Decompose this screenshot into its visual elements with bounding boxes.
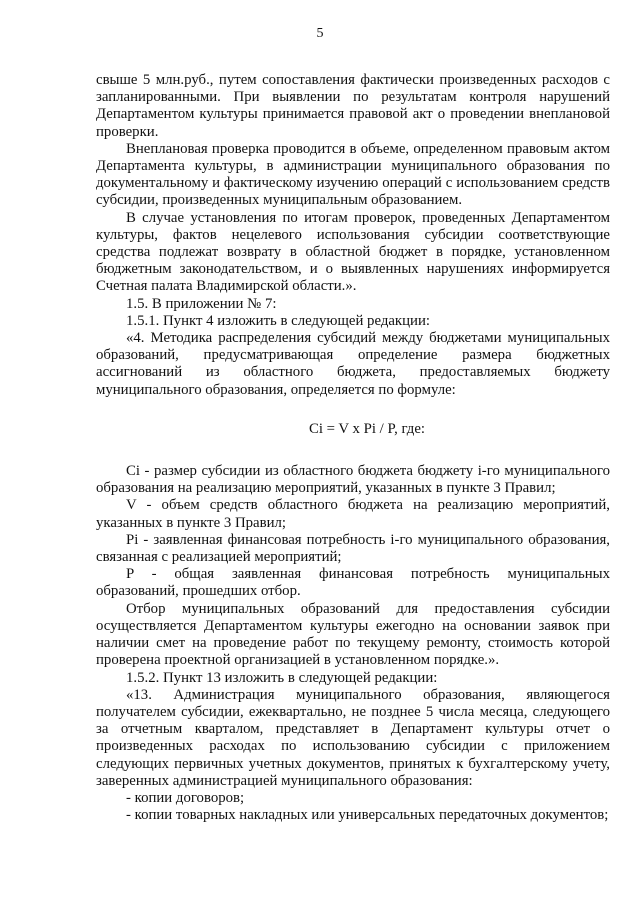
definition-p: P - общая заявленная финансовая потребность муниципальных образований, прошедших отбор.: [96, 566, 610, 600]
clause-1-5-1: 1.5.1. Пункт 4 изложить в следующей редакции:: [126, 312, 430, 329]
paragraph-continuation: свыше 5 млн.руб., путем сопоставления фактически произведенных расходов с запланированными. При выявлении по результатам контроля нарушений Департаментом культуры принимается правовой акт о проведении внеплановой проверки.: [96, 72, 610, 140]
formula: Ci = V x Pi / P, где:: [308, 420, 426, 437]
definition-ci: Ci - размер субсидии из областного бюджета бюджету i-го муниципального образования на реализацию мероприятий, указанных в пункте 3 Правил;: [96, 463, 610, 497]
definition-pi: Pi - заявленная финансовая потребность i-го муниципального образования, связанная с реализацией мероприятий;: [96, 531, 610, 566]
paragraph-13: «13. Администрация муниципального образования, являющегося получателем субсидии, ежеквартально, не позднее 5 числа месяца, следующего за отчетным кварталом, представляет в Департамент культуры отчет о произведенных расходах по использованию субсидии с приложением следующих первичных учетных документов, принятых к бухгалтерскому учету, заверенных администрацией муниципального образования:: [96, 686, 610, 789]
paragraph-selection: Отбор муниципальных образований для предоставления субсидии осуществляется Департаментом культуры ежегодно на основании заявок при наличии смет на проведение работ по текущему ремонту, стоимость которой проверена проектной организацией в установленном порядке.».: [96, 600, 610, 669]
definition-v: V - объем средств областного бюджета на реализацию мероприятий, указанных в пункте 3 Правил;: [96, 497, 610, 531]
list-item-invoices: - копии товарных накладных или универсальных передаточных документов;: [126, 807, 609, 824]
paragraph-unplanned-inspection: Внеплановая проверка проводится в объеме, определенном правовым актом Департамента культуры, в администрации муниципального образования по документальному и фактическому изучению операций с использованием средств субсидии, произведенных муниципальным образованием.: [96, 140, 610, 209]
list-item-contracts: - копии договоров;: [126, 789, 245, 806]
clause-1-5: 1.5. В приложении № 7:: [126, 295, 277, 312]
document-body: [96, 72, 610, 824]
paragraph-methodology: «4. Методика распределения субсидий между бюджетами муниципальных образований, предусматривающая определение размера бюджетных ассигнований из областного бюджета, предоставляемых бюджету муниципального образования, определяется по формуле:: [96, 330, 610, 398]
clause-1-5-2: 1.5.2. Пункт 13 изложить в следующей редакции:: [126, 669, 438, 686]
page-number: 5: [316, 26, 324, 41]
paragraph-misuse-refund: В случае установления по итогам проверок, проведенных Департаментом культуры, фактов нецелевого использования субсидии соответствующие средства подлежат возврату в областной бюджет в порядке, установленном бюджетным законодательством, и о выявленных нарушениях информируется Счетная палата Владимирской области.».: [96, 209, 610, 295]
